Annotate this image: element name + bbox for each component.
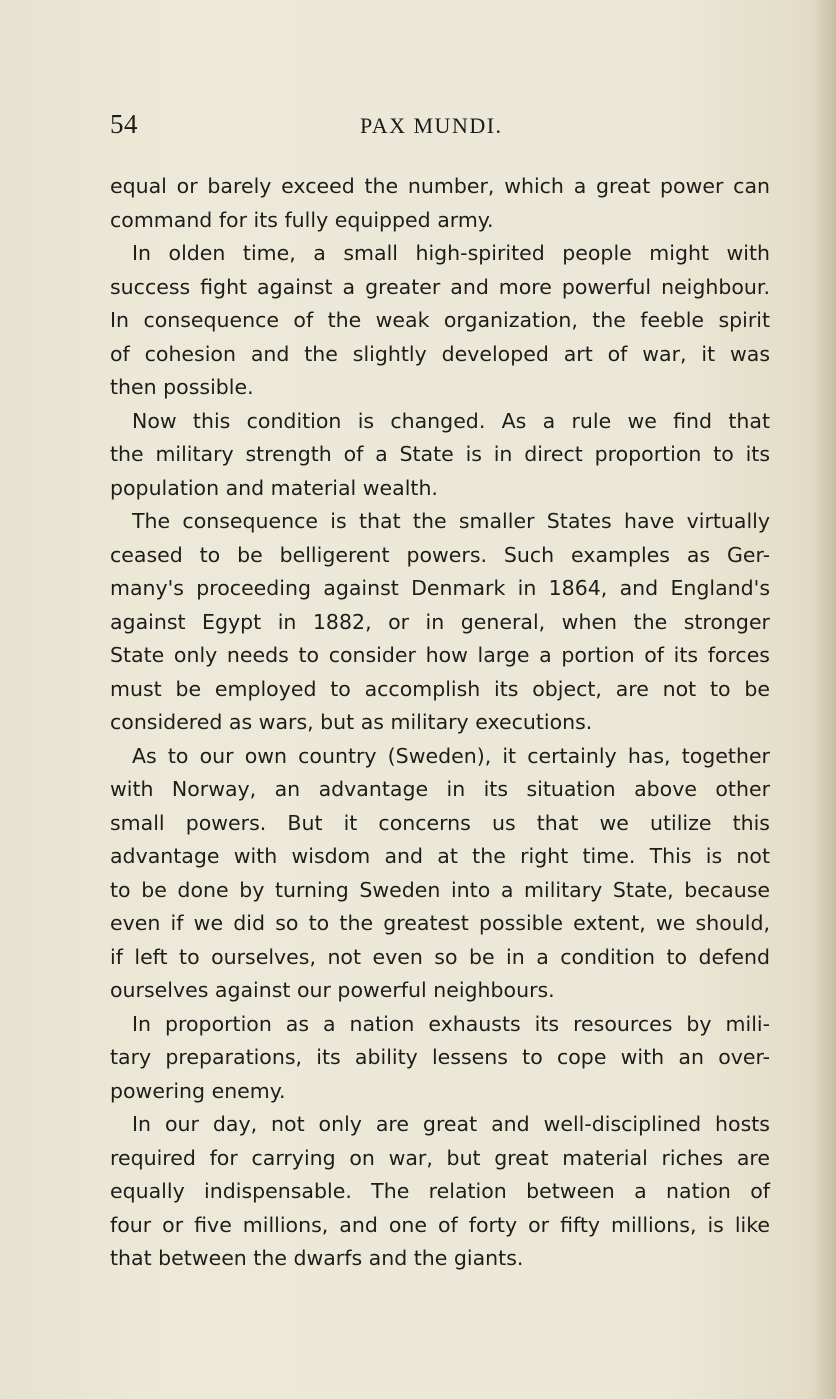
text-line: considered as wars, but as military executions. xyxy=(110,710,593,734)
text-line: small powers. But it concerns us that we utilize this xyxy=(110,810,770,835)
text-line: if left to ourselves, not even so be in a condition to defend xyxy=(110,944,770,969)
page-edge-shadow xyxy=(814,0,836,1399)
body-text xyxy=(110,170,770,1276)
text-line: Now this condition is changed. As a rule we find that xyxy=(132,408,770,433)
text-line: that between the dwarfs and the giants. xyxy=(110,1246,524,1270)
text-line: powering enemy. xyxy=(110,1078,286,1103)
text-line: The consequence is that the smaller States have virtually xyxy=(132,509,770,533)
text-line: against Egypt in 1882, or in general, when the stronger xyxy=(110,609,770,634)
text-line: population and material wealth. xyxy=(110,475,438,500)
text-line: ceased to be belligerent powers. Such examples as Ger- xyxy=(110,542,770,567)
text-line: equal or barely exceed the number, which a great power can xyxy=(110,174,770,198)
text-line: of cohesion and the slightly developed art of war, it was xyxy=(110,341,770,366)
text-line: State only needs to consider how large a portion of its forces xyxy=(110,643,770,667)
text-line: As to our own country (Sweden), it certainly has, together xyxy=(132,743,770,768)
text-line: to be done by turning Sweden into a military State, because xyxy=(110,877,770,902)
page-header xyxy=(110,105,730,145)
text-line: equally indispensable. The relation between a nation of xyxy=(110,1179,770,1203)
text-line: In olden time, a small high-spirited people might with xyxy=(132,241,770,265)
text-line: advantage with wisdom and at the right time. This is not xyxy=(110,844,770,868)
text-line: even if we did so to the greatest possible extent, we should, xyxy=(110,911,770,935)
page-number: 54 xyxy=(110,109,138,139)
text-line: many's proceeding against Denmark in 1864, and England's xyxy=(110,576,770,600)
text-line: with Norway, an advantage in its situation above other xyxy=(110,777,770,801)
text-line: In consequence of the weak organization, the feeble spirit xyxy=(110,308,770,332)
running-title: PAX MUNDI. xyxy=(360,113,503,138)
text-line: the military strength of a State is in direct proportion to its xyxy=(110,442,770,466)
text-line: command for its fully equipped army. xyxy=(110,207,494,232)
text-line: required for carrying on war, but great material riches are xyxy=(110,1145,770,1170)
text-line: must be employed to accomplish its object, are not to be xyxy=(110,676,770,701)
text-line: In our day, not only are great and well-disciplined hosts xyxy=(132,1112,770,1136)
text-line: four or five millions, and one of forty or fifty millions, is like xyxy=(110,1212,770,1237)
text-line: In proportion as a nation exhausts its resources by mili- xyxy=(132,1011,770,1036)
text-line: tary preparations, its ability lessens to cope with an over- xyxy=(110,1045,770,1069)
text-line: success fight against a greater and more powerful neighbour. xyxy=(110,274,770,299)
text-line: then possible. xyxy=(110,375,254,399)
text-line: ourselves against our powerful neighbours. xyxy=(110,978,555,1002)
